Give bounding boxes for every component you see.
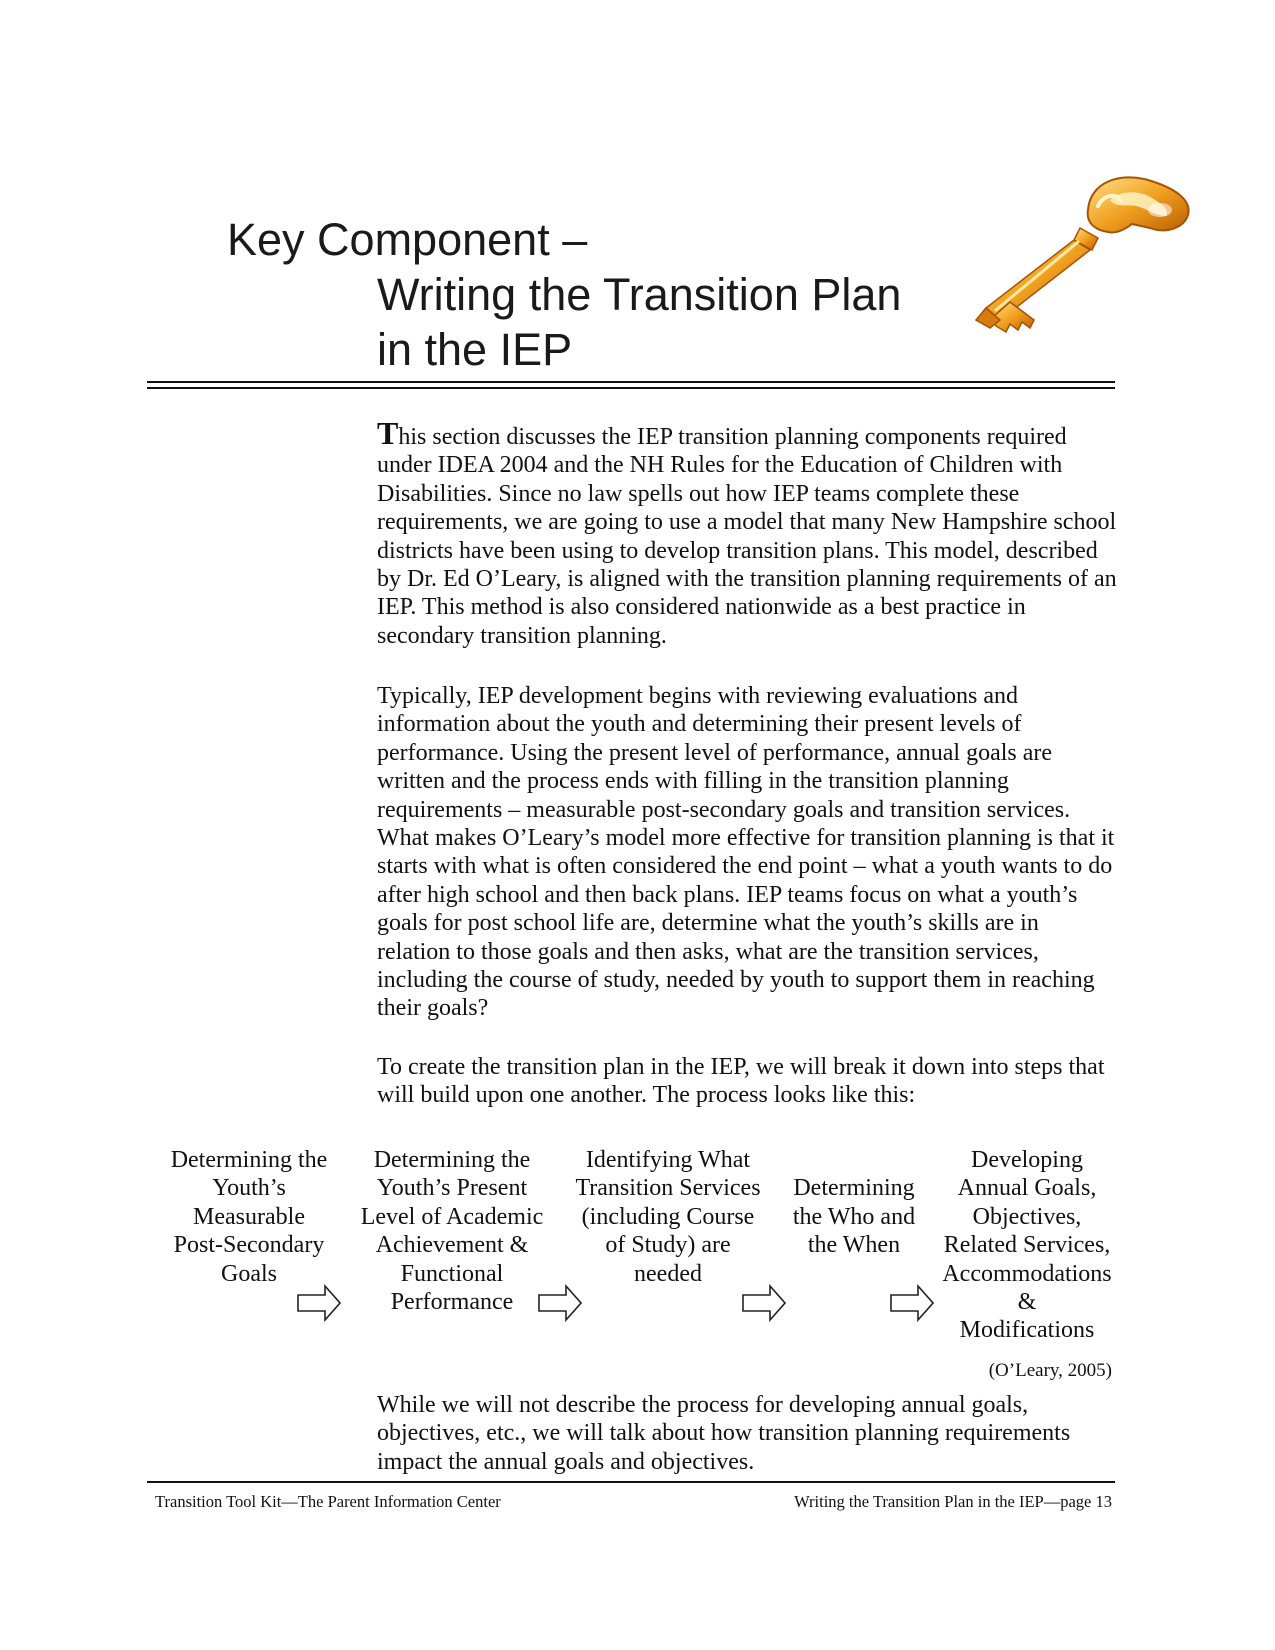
drop-cap-letter: T <box>377 415 399 451</box>
step-line: Determining the <box>373 1147 531 1173</box>
step-line: Annual Goals, <box>957 1175 1097 1202</box>
paragraph-4: While we will not describe the process for developing annual goals, objectives, etc., we will talk about how transition planning requirements impact the annual goals and objectives. <box>377 1392 1071 1475</box>
step-line: Developing <box>971 1147 1083 1173</box>
header-rule-bottom <box>147 387 1115 389</box>
intro-paragraph <box>377 415 1117 650</box>
step-line: Functional <box>400 1260 504 1287</box>
title-line-2: Writing the Transition Plan <box>377 269 902 320</box>
right-arrow-icon <box>297 1284 341 1322</box>
title-line-1: Key Component – <box>227 214 588 265</box>
golden-key-icon <box>970 170 1200 360</box>
step-line: Youth’s Present <box>376 1175 528 1202</box>
intro-text: his section discusses the IEP transition planning components required under IDEA 2004 and the NH Rules for the Education of Children with Disabilities. Since no law spells out how IEP teams complete these requirements, we are going to use a model that many New Hampshire school districts have been using to develop transition plans. This model, described by Dr. Ed O’Leary, is aligned with the transition planning requirements of an IEP. This method is also considered nationwide as a best practice in secondary transition planning. <box>377 424 1117 649</box>
right-arrow-icon <box>538 1284 582 1322</box>
step-line: Transition Services <box>575 1175 761 1202</box>
step-line: (including Course <box>581 1203 755 1230</box>
step-line: Measurable <box>193 1203 305 1230</box>
step-line: of Study) are <box>605 1232 731 1259</box>
process-step-3 <box>563 1146 773 1288</box>
step-line: Modifications <box>959 1317 1095 1344</box>
step-line: Determining <box>793 1175 915 1202</box>
step-line: Determining the <box>170 1147 328 1173</box>
step-line: Identifying What <box>585 1147 751 1173</box>
step-line: & <box>1017 1289 1037 1316</box>
footer-rule <box>147 1481 1115 1483</box>
paragraph-2: Typically, IEP development begins with reviewing evaluations and information about the youth and determining their present levels of performance. Using the present level of performance, annual goals are written and the process ends with filling in the transition planning requirements – measurable post-secondary goals and transition services. What makes O’Leary’s model more effective for transition planning is that it starts with what is often considered the end point – what a youth wants to do after high school and then back plans. IEP teams focus on what a youth’s goals for post school life are, determine what the youth’s skills are in relation to those goals and then asks, what are the transition services, including the course of study, needed by youth to support them in reaching their goals? <box>377 683 1115 1022</box>
step-line: the Who and <box>792 1203 916 1230</box>
paragraph-3: To create the transition plan in the IEP, we will break it down into steps that will build upon one another. The process looks like this: <box>377 1054 1105 1109</box>
process-step-5 <box>932 1146 1122 1345</box>
right-arrow-icon <box>890 1284 934 1322</box>
step-line: Performance <box>390 1289 514 1316</box>
step-line: Objectives, <box>972 1203 1082 1230</box>
header-rule-top <box>147 381 1115 383</box>
step-line: needed <box>634 1260 702 1287</box>
step-line: Goals <box>221 1260 277 1287</box>
step-line: Achievement & <box>375 1232 529 1259</box>
right-arrow-icon <box>742 1284 786 1322</box>
process-step-1 <box>150 1146 348 1288</box>
process-step-4 <box>780 1146 928 1260</box>
process-step-2 <box>352 1146 552 1316</box>
citation: (O’Leary, 2005) <box>988 1360 1112 1381</box>
step-line: the When <box>807 1232 901 1259</box>
step-line: Post-Secondary <box>173 1232 325 1259</box>
footer-right: Writing the Transition Plan in the IEP—page 13 <box>794 1492 1112 1511</box>
step-line: Related Services, <box>943 1232 1111 1259</box>
step-line: Accommodations <box>942 1260 1112 1287</box>
footer-left: Transition Tool Kit—The Parent Information Center <box>155 1492 501 1511</box>
title-line-3: in the IEP <box>377 324 573 375</box>
step-line: Youth’s <box>212 1175 286 1202</box>
page-title <box>227 212 901 377</box>
step-line: Level of Academic <box>360 1203 544 1230</box>
